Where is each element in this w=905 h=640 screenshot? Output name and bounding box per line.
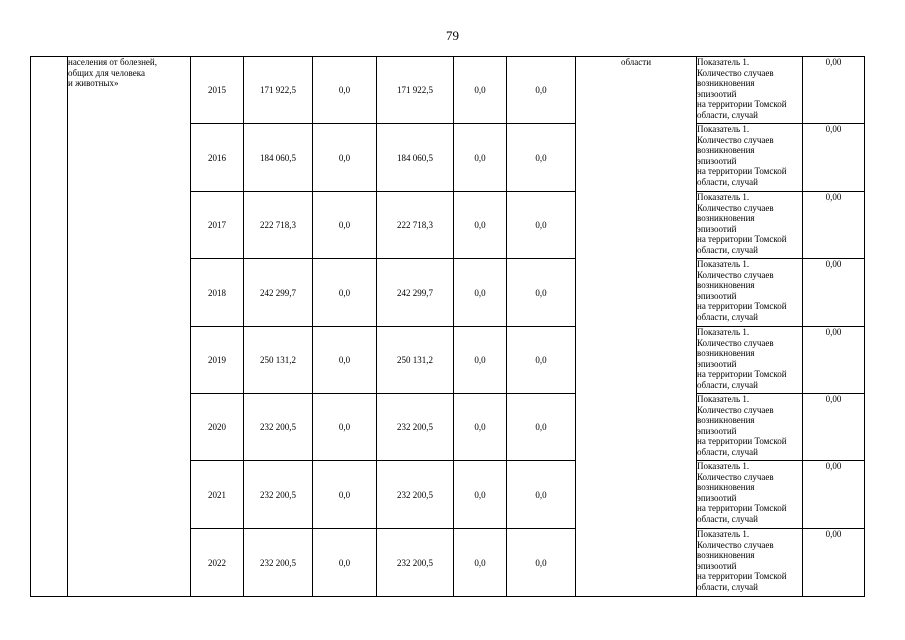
indicator-text-line: эпизоотий xyxy=(697,155,737,166)
indicator-value-cell: 0,00 xyxy=(803,259,865,327)
indicator-text-line: области, случай xyxy=(697,176,758,187)
indicator-text-line: области, случай xyxy=(697,244,758,255)
indicator-text-line: эпизоотий xyxy=(697,560,737,571)
indicator-description-cell xyxy=(697,57,803,124)
local-budget-cell: 0,0 xyxy=(454,124,507,192)
program-description-cell xyxy=(68,57,191,597)
total-funding-cell: 250 131,2 xyxy=(244,327,313,394)
federal-budget-cell: 0,0 xyxy=(313,394,377,461)
indicator-text-line: на территории Томской xyxy=(697,369,787,380)
federal-budget-cell: 0,0 xyxy=(313,327,377,394)
indicator-text-line: эпизоотий xyxy=(697,290,737,301)
indicator-text-line: на территории Томской xyxy=(697,234,787,245)
total-funding-cell: 222 718,3 xyxy=(244,192,313,259)
indicator-text-line: Показатель 1. xyxy=(697,57,750,67)
regional-budget-cell: 232 200,5 xyxy=(377,461,454,529)
indicator-value-cell: 0,00 xyxy=(803,124,865,192)
item-number-cell xyxy=(31,57,68,597)
year-cell: 2021 xyxy=(191,461,244,529)
program-text-line: общих для человека xyxy=(68,67,145,78)
indicator-value-cell: 0,00 xyxy=(803,394,865,461)
indicator-description-cell xyxy=(697,394,803,461)
federal-budget-cell: 0,0 xyxy=(313,259,377,327)
extrabudgetary-cell: 0,0 xyxy=(507,461,576,529)
indicator-description-cell xyxy=(697,192,803,259)
indicator-value-cell: 0,00 xyxy=(803,57,865,124)
total-funding-cell: 232 200,5 xyxy=(244,461,313,529)
indicator-text-line: возникновения xyxy=(697,280,755,291)
program-text-line: населения от болезней, xyxy=(68,57,157,67)
page-number: 79 xyxy=(446,28,459,43)
indicator-value-cell: 0,00 xyxy=(803,461,865,529)
indicator-text-line: Количество случаев xyxy=(697,404,774,415)
indicator-text-line: возникновения xyxy=(697,550,755,561)
extrabudgetary-cell: 0,0 xyxy=(507,57,576,124)
indicator-text-line: эпизоотий xyxy=(697,358,737,369)
federal-budget-cell: 0,0 xyxy=(313,192,377,259)
regional-budget-cell: 222 718,3 xyxy=(377,192,454,259)
indicator-text-line: Количество случаев xyxy=(697,539,774,550)
program-table xyxy=(30,56,865,597)
indicator-text-line: Показатель 1. xyxy=(697,259,750,269)
indicator-text-line: возникновения xyxy=(697,213,755,224)
indicator-text-line: эпизоотий xyxy=(697,425,737,436)
indicator-value-cell: 0,00 xyxy=(803,192,865,259)
year-cell: 2015 xyxy=(191,57,244,124)
regional-budget-cell: 250 131,2 xyxy=(377,327,454,394)
year-cell: 2019 xyxy=(191,327,244,394)
indicator-text-line: на территории Томской xyxy=(697,99,787,110)
indicator-text-line: возникновения xyxy=(697,78,755,89)
indicator-description-cell xyxy=(697,327,803,394)
total-funding-cell: 232 200,5 xyxy=(244,529,313,597)
federal-budget-cell: 0,0 xyxy=(313,57,377,124)
year-cell: 2018 xyxy=(191,259,244,327)
regional-budget-cell: 232 200,5 xyxy=(377,394,454,461)
indicator-value-cell: 0,00 xyxy=(803,529,865,597)
indicator-text-line: Количество случаев xyxy=(697,134,774,145)
indicator-description-cell xyxy=(697,259,803,327)
indicator-text-line: области, случай xyxy=(697,109,758,120)
indicator-text-line: Показатель 1. xyxy=(697,192,750,202)
indicator-description-cell xyxy=(697,529,803,597)
table-row xyxy=(31,57,865,124)
extrabudgetary-cell: 0,0 xyxy=(507,259,576,327)
indicator-text-line: Показатель 1. xyxy=(697,394,750,404)
indicator-text-line: Количество случаев xyxy=(697,67,774,78)
year-cell: 2022 xyxy=(191,529,244,597)
extrabudgetary-cell: 0,0 xyxy=(507,529,576,597)
total-funding-cell: 171 922,5 xyxy=(244,57,313,124)
indicator-text-line: на территории Томской xyxy=(697,301,787,312)
indicator-text-line: Количество случаев xyxy=(697,337,774,348)
year-cell: 2017 xyxy=(191,192,244,259)
indicator-text-line: Показатель 1. xyxy=(697,461,750,471)
indicator-text-line: Количество случаев xyxy=(697,202,774,213)
indicator-description-cell xyxy=(697,461,803,529)
local-budget-cell: 0,0 xyxy=(454,394,507,461)
total-funding-cell: 232 200,5 xyxy=(244,394,313,461)
indicator-text-line: эпизоотий xyxy=(697,223,737,234)
indicator-text-line: на территории Томской xyxy=(697,503,787,514)
indicator-text-line: Количество случаев xyxy=(697,269,774,280)
indicator-text-line: области, случай xyxy=(697,446,758,457)
total-funding-cell: 242 299,7 xyxy=(244,259,313,327)
indicator-text-line: области, случай xyxy=(697,379,758,390)
extrabudgetary-cell: 0,0 xyxy=(507,124,576,192)
local-budget-cell: 0,0 xyxy=(454,192,507,259)
extrabudgetary-cell: 0,0 xyxy=(507,192,576,259)
indicator-text-line: области, случай xyxy=(697,581,758,592)
indicator-text-line: области, случай xyxy=(697,513,758,524)
indicator-text-line: на территории Томской xyxy=(697,571,787,582)
local-budget-cell: 0,0 xyxy=(454,327,507,394)
federal-budget-cell: 0,0 xyxy=(313,529,377,597)
regional-budget-cell: 171 922,5 xyxy=(377,57,454,124)
local-budget-cell: 0,0 xyxy=(454,461,507,529)
regional-budget-cell: 242 299,7 xyxy=(377,259,454,327)
indicator-text-line: Показатель 1. xyxy=(697,529,750,539)
extrabudgetary-cell: 0,0 xyxy=(507,394,576,461)
indicator-description-cell xyxy=(697,124,803,192)
regional-budget-cell: 232 200,5 xyxy=(377,529,454,597)
indicator-text-line: возникновения xyxy=(697,145,755,156)
year-cell: 2016 xyxy=(191,124,244,192)
federal-budget-cell: 0,0 xyxy=(313,461,377,529)
local-budget-cell: 0,0 xyxy=(454,57,507,124)
indicator-text-line: Показатель 1. xyxy=(697,327,750,337)
indicator-text-line: возникновения xyxy=(697,415,755,426)
program-text-line: и животных» xyxy=(68,78,119,88)
indicator-text-line: Количество случаев xyxy=(697,471,774,482)
local-budget-cell: 0,0 xyxy=(454,259,507,327)
indicator-value-cell: 0,00 xyxy=(803,327,865,394)
regional-budget-cell: 184 060,5 xyxy=(377,124,454,192)
indicator-text-line: эпизоотий xyxy=(697,492,737,503)
table-body xyxy=(31,57,865,597)
indicator-text-line: области, случай xyxy=(697,311,758,322)
extrabudgetary-cell: 0,0 xyxy=(507,327,576,394)
indicator-text-line: на территории Томской xyxy=(697,166,787,177)
indicator-text-line: на территории Томской xyxy=(697,436,787,447)
indicator-text-line: возникновения xyxy=(697,482,755,493)
federal-budget-cell: 0,0 xyxy=(313,124,377,192)
year-cell: 2020 xyxy=(191,394,244,461)
responsible-executor-cell: области xyxy=(576,57,697,597)
total-funding-cell: 184 060,5 xyxy=(244,124,313,192)
indicator-text-line: Показатель 1. xyxy=(697,124,750,134)
indicator-text-line: возникновения xyxy=(697,348,755,359)
local-budget-cell: 0,0 xyxy=(454,529,507,597)
indicator-text-line: эпизоотий xyxy=(697,88,737,99)
